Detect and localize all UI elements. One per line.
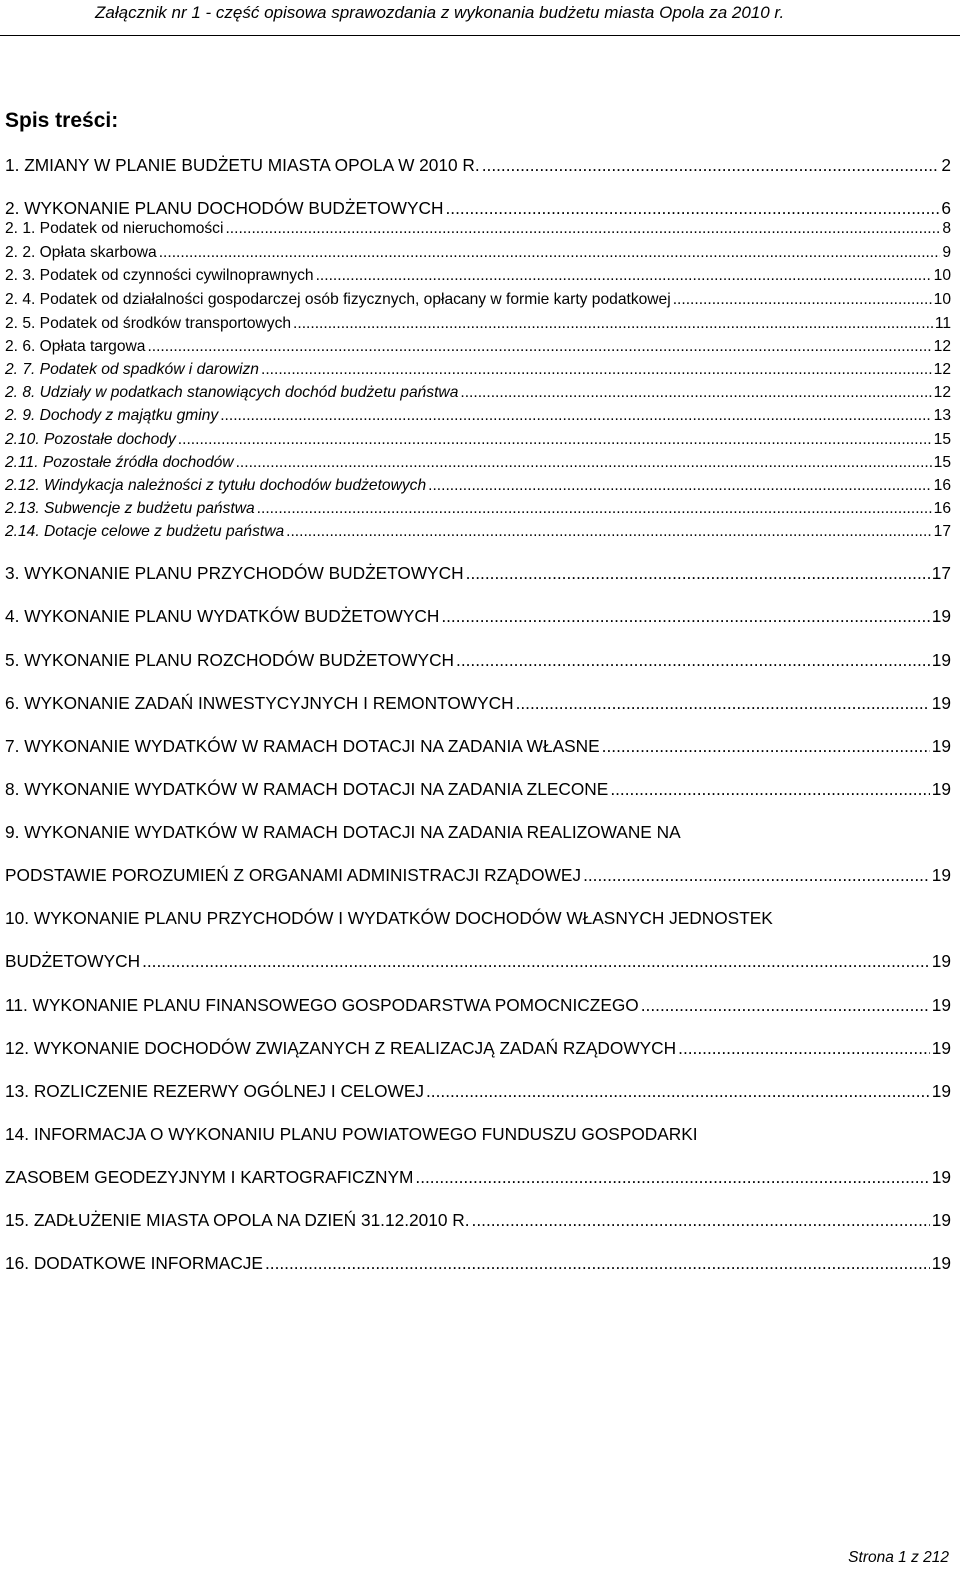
toc-entry-page: 17 [933,523,951,540]
toc-entry-label: PODSTAWIE POROZUMIEŃ Z ORGANAMI ADMINISTRACJI RZĄDOWEJ [5,865,582,885]
toc-entry-page: 10 [933,267,951,284]
toc-entry-label: 2. WYKONANIE PLANU DOCHODÓW BUDŻETOWYCH [5,198,444,218]
toc-title: Spis treści: [5,109,119,132]
leader-dots [178,428,932,452]
toc-entry-12[interactable] [5,1036,951,1060]
toc-entry-2-3[interactable] [5,264,951,288]
toc-entry-page: 19 [931,951,951,971]
toc-entry-page: 15 [933,431,951,448]
leader-dots [225,217,940,241]
toc-entry-14[interactable] [5,1165,951,1189]
toc-entry-page: 19 [931,693,951,713]
toc-entry-2-11[interactable] [5,451,951,475]
leader-dots [286,520,932,544]
toc-entry-page: 19 [931,779,951,799]
toc-entry-4[interactable] [5,604,951,628]
leader-dots [482,153,940,177]
leader-dots [678,1036,930,1060]
toc-entry-page: 17 [931,563,951,583]
leader-dots [261,358,932,382]
toc-entry-label: 2. 1. Podatek od nieruchomości [5,220,224,237]
toc-entry-2-8[interactable] [5,381,951,405]
toc-entry-label: 2.10. Pozostałe dochody [5,431,176,448]
leader-dots [428,474,932,498]
toc-entry-14-line1: 14. INFORMACJA O WYKONANIU PLANU POWIATOWEGO FUNDUSZU GOSPODARKI [5,1124,698,1144]
toc-entry-label: 3. WYKONANIE PLANU PRZYCHODÓW BUDŻETOWYCH [5,563,464,583]
leader-dots [415,1165,929,1189]
toc-entry-page: 12 [933,338,951,355]
toc-entry-1[interactable] [5,153,951,177]
toc-entry-label: 2. 7. Podatek od spadków i darowizn [5,361,259,378]
toc-entry-page: 11 [934,315,951,332]
toc-entry-page: 15 [933,454,951,471]
toc-entry-label: 4. WYKONANIE PLANU WYDATKÓW BUDŻETOWYCH [5,606,440,626]
toc-entry-label: 2.14. Dotacje celowe z budżetu państwa [5,523,285,540]
toc-entry-page: 13 [933,407,951,424]
toc-entry-3[interactable] [5,561,951,585]
toc-entry-page: 19 [931,1167,951,1187]
toc-entry-label: 15. ZADŁUŻENIE MIASTA OPOLA NA DZIEŃ 31.12.2010 R. [5,1210,470,1230]
leader-dots [641,993,930,1017]
toc-entry-2-14[interactable] [5,520,951,544]
leader-dots [466,561,930,585]
toc-entry-5[interactable] [5,648,951,672]
toc-entry-2-6[interactable] [5,335,951,359]
toc-entry-page: 19 [931,995,951,1015]
toc-entry-page: 19 [931,606,951,626]
toc-entry-label: 2.11. Pozostałe źródła dochodów [5,454,234,471]
toc-entry-label: 2. 9. Dochody z majątku gminy [5,407,219,424]
toc-entry-label: 5. WYKONANIE PLANU ROZCHODÓW BUDŻETOWYCH [5,650,455,670]
toc-entry-10[interactable] [5,949,951,973]
toc-entry-9[interactable] [5,863,951,887]
toc-entry-2-1[interactable] [5,217,951,241]
toc-entry-label: ZASOBEM GEODEZYJNYM I KARTOGRAFICZNYM [5,1167,414,1187]
leader-dots [426,1079,930,1103]
toc-entry-2-13[interactable] [5,497,951,521]
toc-entry-7[interactable] [5,734,951,758]
leader-dots [456,648,930,672]
leader-dots [610,777,929,801]
leader-dots [257,497,932,521]
page-number-footer: Strona 1 z 212 [848,1549,949,1566]
toc-entry-label: 2. 8. Udziały w podatkach stanowiących dochód budżetu państwa [5,384,459,401]
toc-entry-6[interactable] [5,691,951,715]
toc-entry-page: 10 [933,291,951,308]
toc-entry-label: 6. WYKONANIE ZADAŃ INWESTYCYJNYCH I REMONTOWYCH [5,693,514,713]
leader-dots [516,691,930,715]
page-header [0,0,960,36]
toc-entry-page: 19 [931,1253,951,1273]
leader-dots [472,1208,930,1232]
toc-entry-13[interactable] [5,1079,951,1103]
leader-dots [460,381,931,405]
toc-entry-label: 2. 5. Podatek od środków transportowych [5,315,292,332]
leader-dots [602,734,930,758]
leader-dots [147,335,931,359]
toc-entry-page: 19 [931,736,951,756]
toc-entry-2-4[interactable] [5,288,951,312]
toc-entry-15[interactable] [5,1208,951,1232]
toc-entry-page: 16 [933,477,951,494]
toc-entry-label: 2. 4. Podatek od działalności gospodarczej osób fizycznych, opłacany w formie karty podatkowej [5,291,671,308]
toc-entry-page: 16 [933,500,951,517]
leader-dots [673,288,932,312]
leader-dots [441,604,929,628]
toc-entry-page: 9 [942,244,951,261]
toc-entry-page: 19 [931,1038,951,1058]
toc-entry-label: 7. WYKONANIE WYDATKÓW W RAMACH DOTACJI NA ZADANIA WŁASNE [5,736,600,756]
leader-dots [265,1251,930,1275]
leader-dots [142,949,930,973]
toc-entry-label: 12. WYKONANIE DOCHODÓW ZWIĄZANYCH Z REALIZACJĄ ZADAŃ RZĄDOWYCH [5,1038,677,1058]
toc-entry-2-12[interactable] [5,474,951,498]
leader-dots [236,451,932,475]
toc-entry-page: 19 [931,650,951,670]
leader-dots [159,241,941,265]
toc-entry-10-line1: 10. WYKONANIE PLANU PRZYCHODÓW I WYDATKÓW DOCHODÓW WŁASNYCH JEDNOSTEK [5,908,773,928]
toc-entry-2-9[interactable] [5,404,951,428]
toc-entry-label: 16. DODATKOWE INFORMACJE [5,1253,263,1273]
toc-entry-9-line1: 9. WYKONANIE WYDATKÓW W RAMACH DOTACJI NA ZADANIA REALIZOWANE NA [5,822,681,842]
toc-entry-page: 6 [941,198,951,218]
header-text: Załącznik nr 1 - część opisowa sprawozdania z wykonania budżetu miasta Opola za 2010 r. [95,3,785,22]
leader-dots [220,404,931,428]
toc-entry-label: 1. ZMIANY W PLANIE BUDŻETU MIASTA OPOLA W 2010 R. [5,155,480,175]
toc-entry-page: 12 [933,384,951,401]
toc-entry-page: 19 [931,1081,951,1101]
toc-entry-label: BUDŻETOWYCH [5,951,141,971]
leader-dots [293,312,933,336]
toc-entry-11[interactable] [5,993,951,1017]
toc-entry-label: 2. 2. Opłata skarbowa [5,244,157,261]
toc-entry-label: 8. WYKONANIE WYDATKÓW W RAMACH DOTACJI NA ZADANIA ZLECONE [5,779,609,799]
toc-entry-8[interactable] [5,777,951,801]
toc-entry-2-2[interactable] [5,241,951,265]
toc-entry-2-5[interactable] [5,312,951,336]
toc-entry-label: 13. ROZLICZENIE REZERWY OGÓLNEJ I CELOWEJ [5,1081,424,1101]
leader-dots [316,264,932,288]
toc-entry-page: 19 [931,1210,951,1230]
toc-entry-page: 19 [931,865,951,885]
toc-entry-2-10[interactable] [5,428,951,452]
toc-entry-page: 8 [942,220,951,237]
toc-entry-16[interactable] [5,1251,951,1275]
toc-entry-label: 2. 3. Podatek od czynności cywilnoprawnych [5,267,314,284]
toc-entry-page: 12 [933,361,951,378]
toc-entry-label: 2.12. Windykacja należności z tytułu dochodów budżetowych [5,477,427,494]
toc-entry-label: 2. 6. Opłata targowa [5,338,146,355]
toc-entry-2-7[interactable] [5,358,951,382]
leader-dots [583,863,930,887]
toc-entry-label: 11. WYKONANIE PLANU FINANSOWEGO GOSPODARSTWA POMOCNICZEGO [5,995,639,1015]
toc-entry-page: 2 [941,155,951,175]
toc-entry-label: 2.13. Subwencje z budżetu państwa [5,500,255,517]
